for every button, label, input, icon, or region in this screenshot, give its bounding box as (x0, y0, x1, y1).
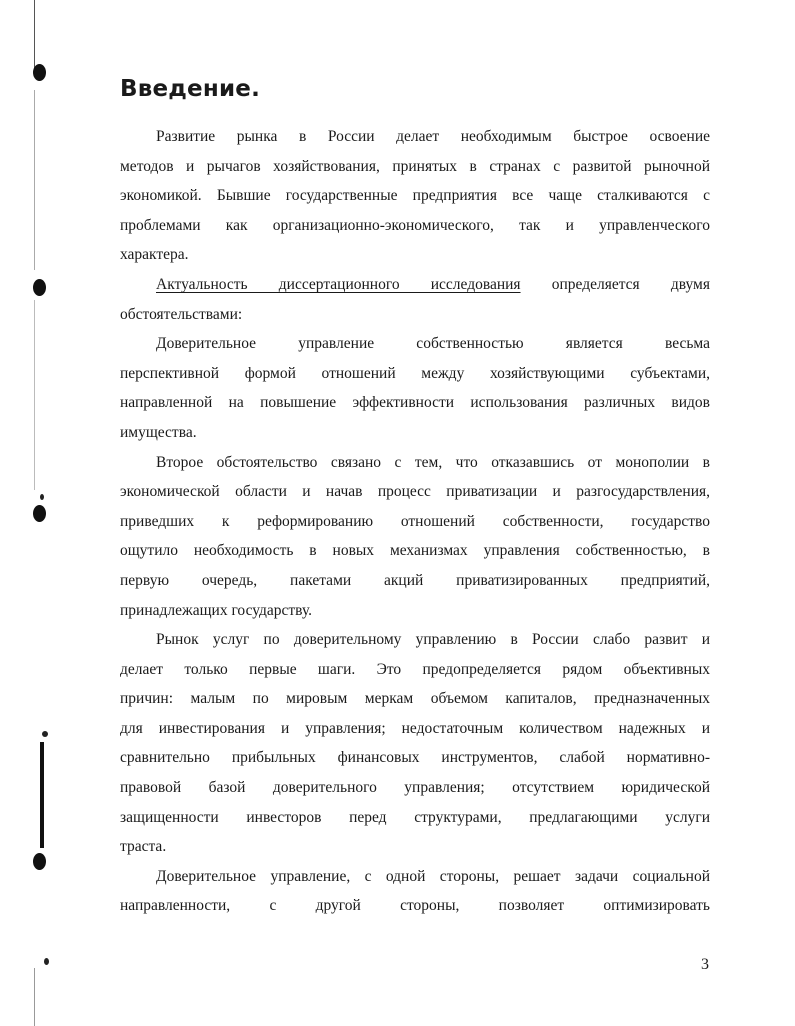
binding-margin-line (34, 90, 35, 270)
text-line: сравнительно прибыльных финансовых инструментов, слабой нормативно- (120, 749, 710, 767)
scan-speck (44, 958, 49, 965)
text-line: правовой базой доверительного управления; отсутствием юридической (120, 779, 710, 797)
text-line: направленной на повышение эффективности использования различных видов (120, 394, 710, 412)
text-line: экономикой. Бывшие государственные предприятия все чаще сталкиваются с (120, 187, 710, 205)
text-line: направленности, с другой стороны, позволяет оптимизировать (120, 897, 710, 915)
binding-edge-bar (40, 742, 44, 848)
body-text (120, 122, 710, 921)
text-line: первую очередь, пакетами акций приватизированных предприятий, (120, 571, 710, 589)
binding-hole-mark (33, 505, 46, 522)
binding-margin-line (34, 300, 35, 490)
text-line: проблемами как организационно-экономического, так и управленческого (120, 216, 710, 234)
scan-speck (42, 731, 48, 737)
binding-margin-line (34, 0, 35, 72)
text-line: приведших к реформированию отношений собственности, государство (120, 512, 710, 530)
text-line: траста. (120, 838, 167, 856)
text-line: методов и рычагов хозяйствования, принятых в странах с развитой рыночной (120, 157, 710, 175)
binding-hole-mark (33, 64, 46, 81)
scan-speck (40, 494, 44, 500)
text-line: имущества. (120, 423, 197, 441)
text-line: Второе обстоятельство связано с тем, что отказавшись от монополии в (156, 453, 710, 471)
page-title: Введение. (120, 76, 261, 102)
text-line: Развитие рынка в России делает необходимым быстрое освоение (156, 128, 710, 145)
text-line: ощутило необходимость в новых механизмах управления собственностью, в (120, 542, 710, 560)
text-line: для инвестирования и управления; недостаточным количеством надежных и (120, 719, 710, 737)
text-line: экономической области и начав процесс приватизации и разгосударствления, (120, 483, 710, 501)
text-line: делает только первые шаги. Это предопределяется рядом объективных (120, 660, 710, 678)
underlined-phrase: Актуальность диссертационного исследования (156, 275, 521, 293)
binding-hole-mark (33, 279, 46, 296)
text-line: характера. (120, 246, 189, 264)
text-line: Доверительное управление собственностью является весьма (156, 335, 710, 353)
text-line: причин: малым по мировым меркам объемом капиталов, предназначенных (120, 690, 710, 708)
text-line: обстоятельствами: (120, 305, 243, 323)
text-line: принадлежащих государству. (120, 601, 313, 619)
text-fragment: определяется двумя (551, 275, 710, 293)
text-line: перспективной формой отношений между хозяйствующими субъектами, (120, 364, 710, 382)
page-number: 3 (701, 956, 709, 973)
binding-margin-line (34, 968, 35, 1026)
text-line (120, 270, 710, 300)
binding-hole-mark (33, 853, 46, 870)
text-line: Доверительное управление, с одной стороны, решает задачи социальной (156, 867, 710, 885)
text-line: Рынок услуг по доверительному управлению в России слабо развит и (156, 631, 710, 649)
text-line: защищенности инвесторов перед структурами, предлагающими услуги (120, 808, 710, 826)
